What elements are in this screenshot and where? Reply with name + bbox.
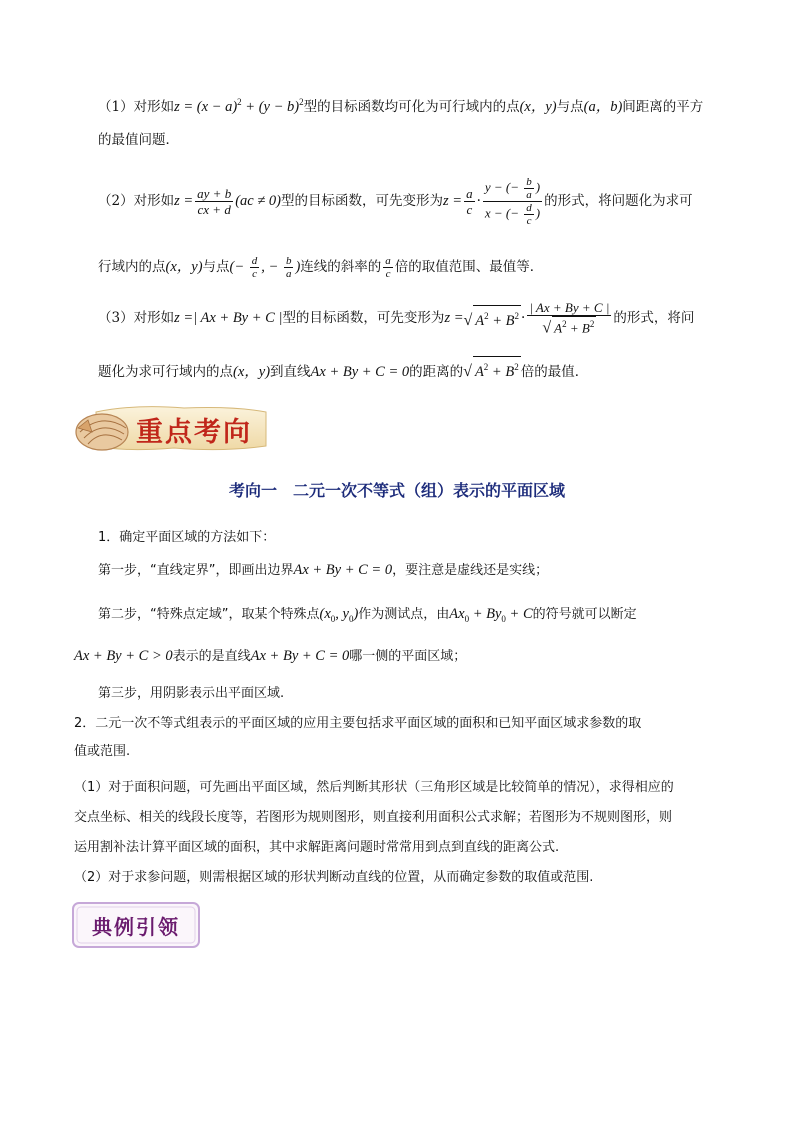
sec2-l2c: 连线的斜率的 [300, 259, 382, 275]
sec1-label: （1）对形如 [98, 98, 175, 115]
shell-icon [76, 414, 128, 450]
banner-title: 重点考向 [136, 417, 252, 448]
sec3-sqrt2: √ $A^2 + B^2$ [463, 364, 521, 380]
sec1-point2: (a，b) [583, 98, 623, 115]
sec3-l2b: 到直线 [270, 363, 311, 380]
sec2-l2b: 与点 [202, 259, 230, 275]
body-p9: 交点坐标、相关的线段长度等，若图形为规则图形，则直接利用面积公式求解；若图形为不规则图形，则 [74, 810, 673, 825]
sec2-frac-big: y − (− $\frac{b}{a}$ ) x − (− $\frac{d}{c}$ ) [484, 175, 541, 227]
sec3-line2 [98, 356, 588, 382]
sec1-line1 [98, 92, 703, 117]
sec3-end: 的形式，将问 [613, 310, 695, 326]
sec2-dot: · [476, 193, 481, 209]
sec3-frac: $\frac{| Ax + By + C |}{√ A^2 + B^2}$ [529, 300, 610, 337]
sec2-l2d: 倍的取值范围、最值等． [394, 259, 544, 275]
sec3-mid: 型的目标函数，可先变形为 [282, 310, 445, 326]
banner2-title: 典例引领 [92, 915, 180, 939]
sec1-text3: 间距离的平方 [622, 98, 704, 115]
sec3-formula: z =| Ax + By + C | [174, 310, 283, 326]
sec3-l2d: 倍的最值． [520, 363, 589, 380]
sec1-line2: 的最值问题． [98, 132, 179, 148]
sec3-l2c: 的距离的 [409, 363, 464, 380]
section-heading: 考向一 二元一次不等式（组）表示的平面区域 [228, 481, 565, 500]
p2-eq: Ax + By + C = 0 [293, 562, 393, 578]
key-topics-banner [74, 398, 274, 456]
p4-eq: Ax + By + C = 0 [250, 648, 350, 664]
sec2-frac-ac: $\frac{a}{c}$ [466, 185, 473, 217]
p4a: 表示的是直线 [172, 649, 251, 664]
sec2-z2: z = [443, 193, 463, 209]
examples-banner [70, 900, 202, 950]
p3b: 作为测试点，由 [358, 607, 450, 622]
sec2-mid: 型的目标函数，可先变形为 [281, 193, 444, 209]
sec2-label: （2）对形如 [98, 193, 175, 209]
p4b: 哪一侧的平面区域； [349, 649, 467, 664]
sec2-frac-ac2: $\frac{a}{c}$ [385, 254, 391, 280]
sec2-l2a: 行域内的点 [98, 259, 166, 275]
sec3-z: z = [444, 310, 464, 326]
p4-ineq: Ax + By + C > 0 [74, 648, 173, 664]
p3-expr: $Ax_0 + By_0 + C$ [449, 606, 533, 624]
body-p2 [98, 560, 548, 581]
sec3-point: (x，y) [233, 363, 271, 380]
sec3-line1 [98, 298, 694, 338]
body-p5: 第三步，用阴影表示出平面区域. [98, 686, 285, 701]
sec3-label: （3）对形如 [98, 310, 175, 326]
sec2-z: z = [174, 193, 194, 209]
sec2-cond: (ac ≠ 0) [235, 193, 282, 209]
sec2-point: (x，y) [165, 259, 203, 275]
body-p11: （2）对于求参问题，则需根据区域的形状判断动直线的位置，从而确定参数的取值或范围. [74, 870, 594, 885]
sec2-point2: (− $\frac{d}{c}$ , − $\frac{b}{a}$ ) [229, 254, 301, 280]
p2a: 第一步，“直线定界”，即画出边界 [98, 563, 294, 578]
p3c: 的符号就可以断定 [532, 607, 637, 622]
p3-pt: ($x_0$, $y_0$) [319, 606, 359, 624]
sec2-line2 [98, 252, 543, 282]
sec1-formula: $z = (x - a)^2 + (y - b)^2$ [174, 97, 304, 115]
sec3-l2a: 题化为求可行域内的点 [98, 363, 233, 380]
sec2-end: 的形式，将问题化为求可 [544, 193, 693, 209]
sec1-point: (x，y) [519, 98, 557, 115]
body-p8: （1）对于面积问题，可先画出平面区域，然后判断其形状（三角形区域是比较简单的情况），求得相应的 [74, 780, 674, 795]
sec1-text2: 与点 [556, 98, 584, 115]
sec3-dot: · [521, 310, 526, 326]
body-p4 [74, 646, 466, 667]
body-p10: 运用割补法计算平面区域的面积，其中求解距离问题时常常用到点到直线的距离公式. [74, 840, 560, 855]
body-p3 [98, 604, 637, 629]
sec2-line1 [98, 176, 693, 226]
body-p1: 1．确定平面区域的方法如下： [98, 530, 276, 545]
sec1-text: 型的目标函数均可化为可行域内的点 [303, 98, 520, 115]
p2b: ，要注意是虚线还是实线； [392, 563, 549, 578]
sec3-line-eq: Ax + By + C = 0 [310, 363, 410, 380]
sec2-frac: $\frac{ay + b}{cx + d}$ [197, 185, 232, 217]
p3a: 第二步，“特殊点定域”，取某个特殊点 [98, 607, 320, 622]
body-p6: 2．二元一次不等式组表示的平面区域的应用主要包括求平面区域的面积和已知平面区域求参数的取 [74, 716, 642, 731]
sec3-sqrt: √ $A^2 + B^2$ [464, 305, 522, 331]
body-p7: 值或范围. [74, 744, 131, 759]
